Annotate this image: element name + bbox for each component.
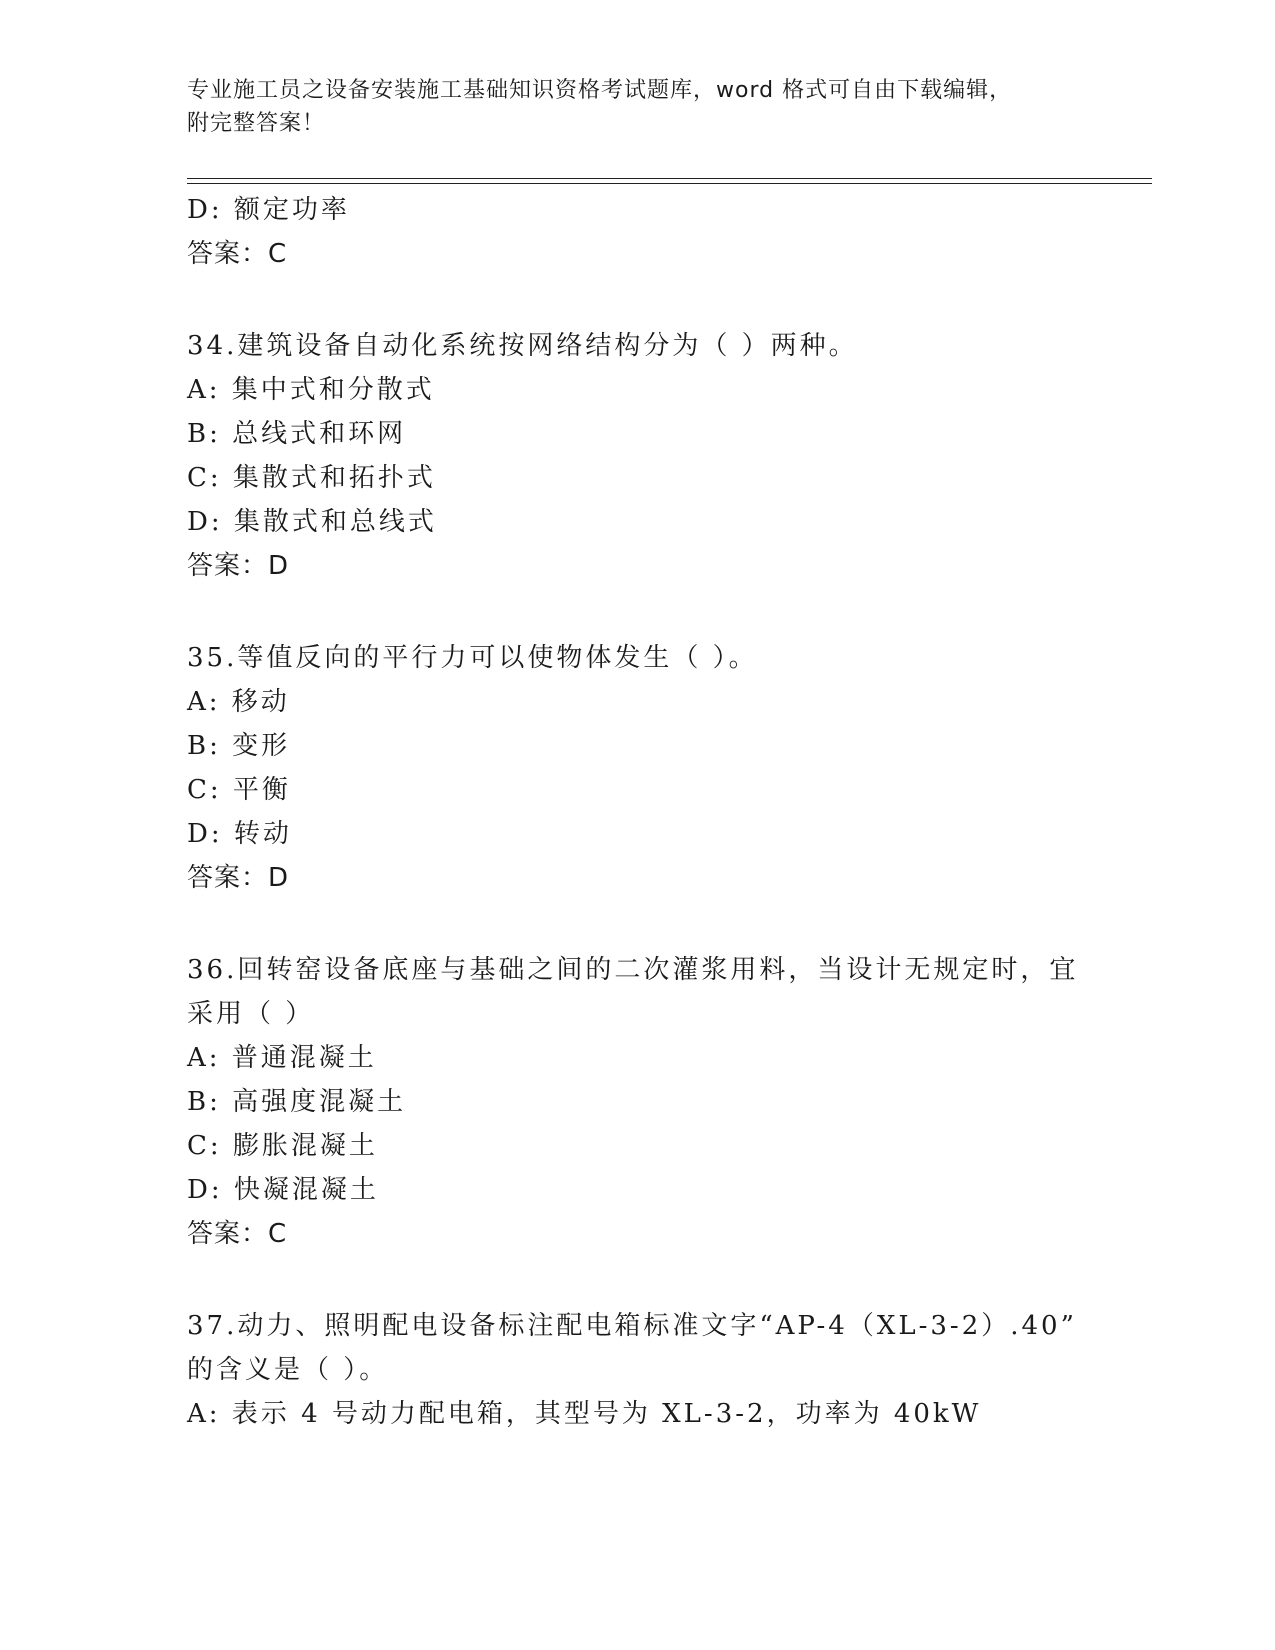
question-36-option-a: A: 普通混凝土 <box>187 1043 377 1073</box>
question-35-answer: 答案：D <box>187 863 290 893</box>
question-34-stem: 34.建筑设备自动化系统按网络结构分为（ ）两种。 <box>187 331 858 361</box>
question-34-answer: 答案：D <box>187 551 290 581</box>
question-37-stem-line-1: 37.动力、照明配电设备标注配电箱标准文字“AP-4（XL-3-2）.40” <box>187 1311 1077 1341</box>
question-34-option-a: A: 集中式和分散式 <box>187 375 435 405</box>
question-36-option-b: B: 高强度混凝土 <box>187 1087 407 1117</box>
question-35-stem: 35.等值反向的平行力可以使物体发生（ ）。 <box>187 643 758 673</box>
question-36-stem-line-1: 36.回转窑设备底座与基础之间的二次灌浆用料，当设计无规定时，宜 <box>187 955 1079 985</box>
question-37-option-a: A: 表示 4 号动力配电箱，其型号为 XL-3-2，功率为 40kW <box>187 1399 982 1429</box>
question-35-option-c: C: 平衡 <box>187 775 291 805</box>
question-34-option-c: C: 集散式和拓扑式 <box>187 463 436 493</box>
question-36-stem-line-2: 采用（ ） <box>187 999 315 1029</box>
question-35-option-b: B: 变形 <box>187 731 291 761</box>
option-d-prev: D: 额定功率 <box>187 195 350 225</box>
document-header <box>187 74 1087 140</box>
question-34-option-d: D: 集散式和总线式 <box>187 507 437 537</box>
question-35-option-d: D: 转动 <box>187 819 292 849</box>
question-35-option-a: A: 移动 <box>187 687 290 717</box>
header-divider-top <box>187 178 1152 179</box>
question-36-answer: 答案：C <box>187 1219 288 1249</box>
answer-prev: 答案：C <box>187 239 288 269</box>
question-36-option-c: C: 膨胀混凝土 <box>187 1131 378 1161</box>
header-line-2: 附完整答案！ <box>187 111 326 136</box>
question-37-stem-line-2: 的含义是（ ）。 <box>187 1355 389 1385</box>
question-36-option-d: D: 快凝混凝土 <box>187 1175 379 1205</box>
header-line-1: 专业施工员之设备安装施工基础知识资格考试题库，word 格式可自由下载编辑， <box>187 78 1013 103</box>
header-divider-bottom <box>187 183 1152 184</box>
question-34-option-b: B: 总线式和环网 <box>187 419 407 449</box>
